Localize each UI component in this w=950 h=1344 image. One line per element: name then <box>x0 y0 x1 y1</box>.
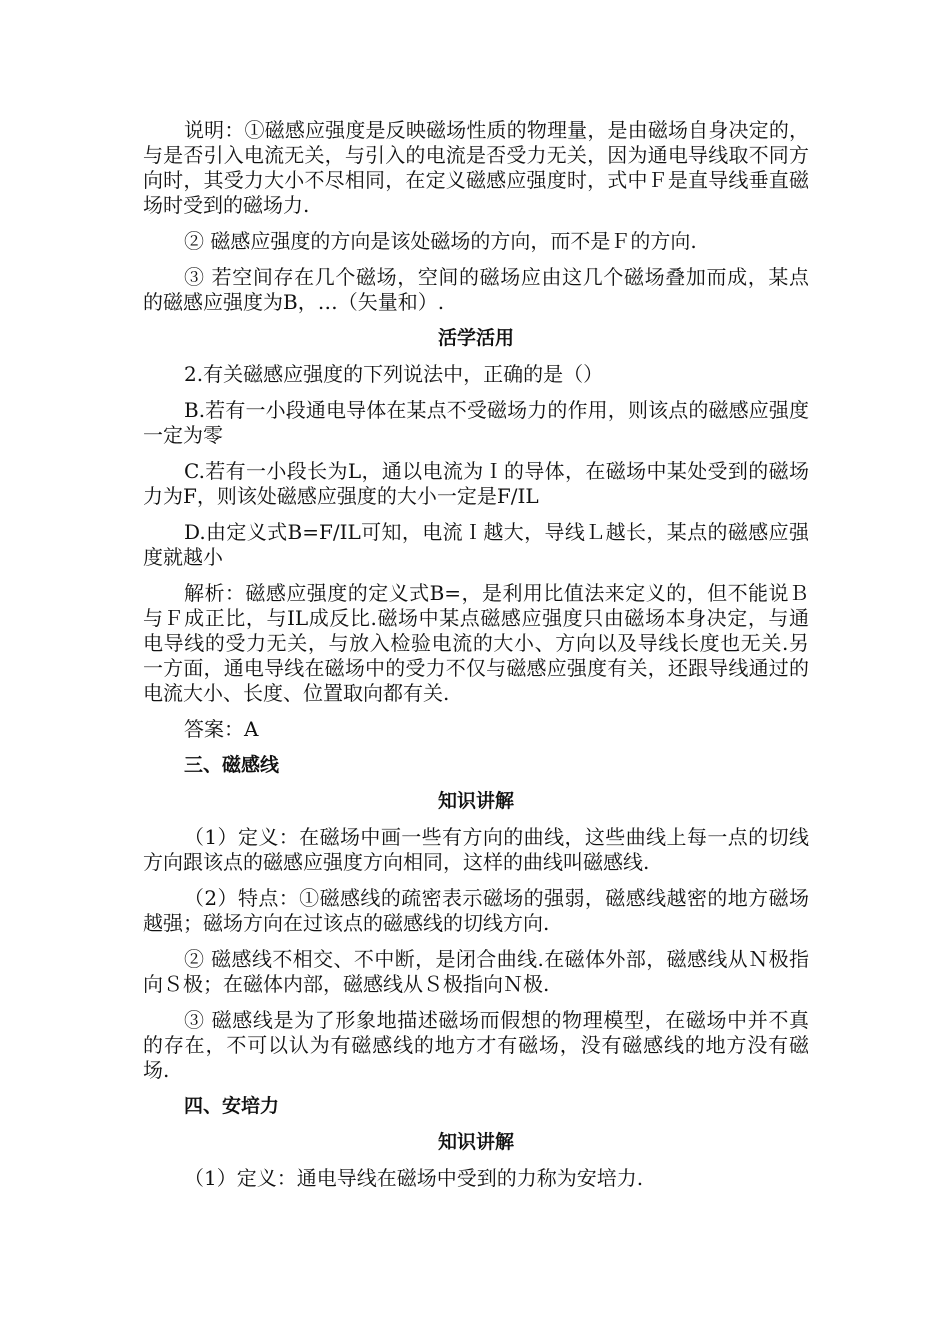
ampere-force-definition: （1）定义：通电导线在磁场中受到的力称为安培力. <box>184 1166 644 1190</box>
analysis-paragraph: 解析：磁感应强度的定义式B=，是利用比值法来定义的，但不能说Ｂ与Ｆ成正比，与IL成反比.磁场中某点磁感应强度只由磁场本身决定，与通电导线的受力无关，与放入检验电流的大小、方向以及导线长度也无关.另一方面，通电导线在磁场中的受力不仅与磁感应强度有关，还跟导线通过的电流大小、长度、位置取向都有关. <box>143 581 809 705</box>
field-line-feature-3: ③ 磁感线是为了形象地描述磁场而假想的物理模型，在磁场中并不真的存在，不可以认为有磁感线的地方才有磁场，没有磁感线的地方没有磁场. <box>143 1008 809 1082</box>
note-paragraph-1: 说明：①磁感应强度是反映磁场性质的物理量，是由磁场自身决定的，与是否引入电流无关，与引入的电流是否受力无关，因为通电导线取不同方向时，其受力大小不尽相同，在定义磁感应强度时，式中Ｆ是直导线垂直磁场时受到的磁场力. <box>143 118 809 217</box>
question-2: 2.有关磁感应强度的下列说法中，正确的是（） <box>184 362 604 386</box>
practice-title: 活学活用 <box>437 327 514 349</box>
document-page <box>143 118 809 1202</box>
field-line-feature-2: ② 磁感线不相交、不中断，是闭合曲线.在磁体外部，磁感线从Ｎ极指向Ｓ极；在磁体内部，磁感线从Ｓ极指向Ｎ极. <box>143 947 809 996</box>
field-line-definition: （1）定义：在磁场中画一些有方向的曲线，这些曲线上每一点的切线方向跟该点的磁感应强度方向相同，这样的曲线叫磁感线. <box>143 825 809 874</box>
option-c: C.若有一小段长为L，通以电流为Ｉ的导体，在磁场中某处受到的磁场力为F，则该处磁感应强度的大小一定是F/IL <box>143 459 809 508</box>
note-paragraph-2: ② 磁感应强度的方向是该处磁场的方向，而不是Ｆ的方向. <box>184 229 697 253</box>
option-b: B.若有一小段通电导体在某点不受磁场力的作用，则该点的磁感应强度一定为零 <box>143 398 809 447</box>
section-4-heading: 四、安培力 <box>184 1095 280 1117</box>
answer-line: 答案：A <box>184 717 259 741</box>
note-paragraph-3: ③ 若空间存在几个磁场，空间的磁场应由这几个磁场叠加而成，某点的磁感应强度为B，…（矢量和）. <box>143 265 809 314</box>
knowledge-title-1: 知识讲解 <box>437 790 514 812</box>
option-d: D.由定义式B=F/IL可知，电流Ｉ越大，导线Ｌ越长，某点的磁感应强度就越小 <box>143 520 809 569</box>
field-line-feature-1: （2）特点：①磁感线的疏密表示磁场的强弱，磁感线越密的地方磁场越强；磁场方向在过该点的磁感线的切线方向. <box>143 886 809 935</box>
knowledge-title-2: 知识讲解 <box>437 1131 514 1153</box>
section-3-heading: 三、磁感线 <box>184 754 280 776</box>
